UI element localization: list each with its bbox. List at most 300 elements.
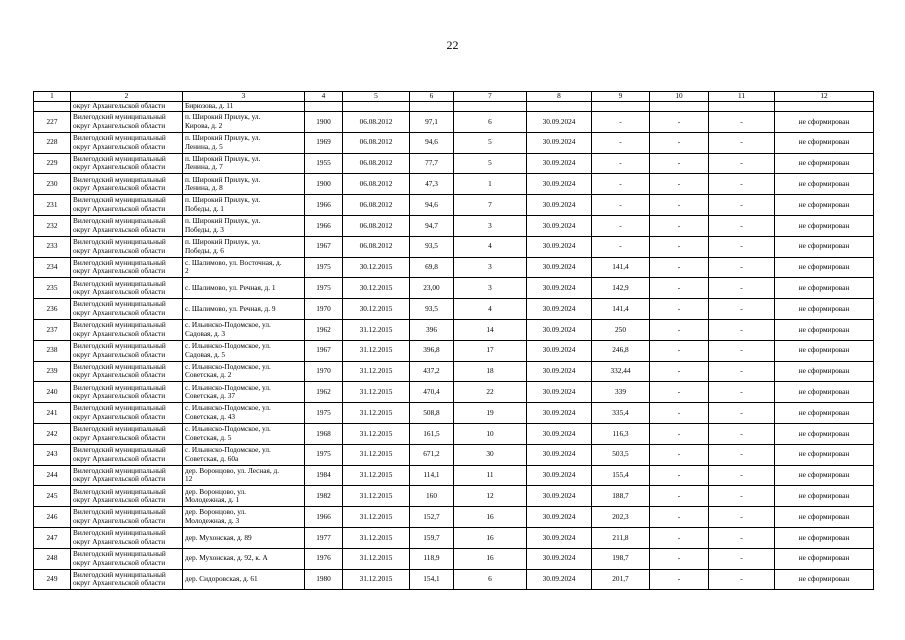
cell-date-2: 30.09.2024 [527, 465, 592, 486]
cell-number: 239 [34, 361, 71, 382]
cell-number: 235 [34, 278, 71, 299]
cell-address-line: с. Ильинско-Подомское, ул. [185, 361, 271, 371]
cell-col10: - [650, 257, 709, 278]
cell-status: не сформирован [775, 195, 874, 216]
cell-col9: - [592, 153, 650, 174]
cell-col9: 335,4 [592, 403, 650, 424]
cell-number: 248 [34, 548, 71, 569]
cell-municipality [71, 195, 183, 216]
cell-municipality [71, 153, 183, 174]
cell-municipality-line: Вилегодский муниципальный [73, 216, 166, 226]
cell-address [183, 132, 305, 153]
cell-date-2: 30.09.2024 [527, 215, 592, 236]
cell-address-line: Победы, д. 1 [185, 204, 224, 214]
cell-date: 31.12.2015 [343, 423, 410, 444]
table-row [34, 403, 874, 424]
cell-col10: - [650, 340, 709, 361]
table-row [34, 174, 874, 195]
cell-col11: - [709, 527, 775, 548]
cell-municipality [71, 444, 183, 465]
cell-municipality [71, 174, 183, 195]
cell-address [183, 195, 305, 216]
cell-year: 1962 [305, 319, 343, 340]
cell-residents: 16 [454, 527, 527, 548]
cell-municipality [71, 403, 183, 424]
cell-address-line: Советская, д. 37 [185, 391, 236, 401]
cell-status: не сформирован [775, 507, 874, 528]
cell-area: 118,9 [410, 548, 454, 569]
cell-municipality-line: Вилегодский муниципальный [73, 195, 166, 205]
cell-date: 31.12.2015 [343, 361, 410, 382]
cell-col9: 198,7 [592, 548, 650, 569]
column-number: 7 [454, 92, 527, 102]
cell-date: 31.12.2015 [343, 548, 410, 569]
cell-residents: 3 [454, 257, 527, 278]
cell-col10: - [650, 382, 709, 403]
cell-municipality-line: Вилегодский муниципальный [73, 569, 166, 579]
table-row [34, 465, 874, 486]
cell-number: 228 [34, 132, 71, 153]
cell-status: не сформирован [775, 465, 874, 486]
cell-empty [775, 102, 874, 112]
cell-address [183, 569, 305, 590]
cell-col10: - [650, 174, 709, 195]
cell-status: не сформирован [775, 340, 874, 361]
cell-address-line: Советская, д. 43 [185, 412, 236, 422]
cell-col10: - [650, 423, 709, 444]
cell-municipality-line: округ Архангельской области [73, 474, 166, 484]
cell-municipality-line: Вилегодский муниципальный [73, 320, 166, 330]
cell-area: 508,8 [410, 403, 454, 424]
cell-year: 1966 [305, 195, 343, 216]
cell-number: 233 [34, 236, 71, 257]
cell-col11: - [709, 403, 775, 424]
cell-residents: 19 [454, 403, 527, 424]
table-row [34, 548, 874, 569]
cell-status: не сформирован [775, 153, 874, 174]
cell-col11: - [709, 548, 775, 569]
cell-year: 1962 [305, 382, 343, 403]
cell-address-line: с. Ильинско-Подомское, ул. [185, 382, 271, 392]
cell-date: 31.12.2015 [343, 486, 410, 507]
cell-municipality-line: округ Архангельской области [73, 308, 166, 318]
cell-municipality-line: округ Архангельской области [73, 183, 166, 193]
cell-area: 94,6 [410, 132, 454, 153]
cell-area: 93,5 [410, 236, 454, 257]
cell-empty [343, 102, 410, 112]
cell-residents: 6 [454, 569, 527, 590]
column-number: 4 [305, 92, 343, 102]
cell-date: 30.12.2015 [343, 299, 410, 320]
cell-date: 30.12.2015 [343, 278, 410, 299]
cell-year: 1969 [305, 132, 343, 153]
cell-date-2: 30.09.2024 [527, 299, 592, 320]
cell-number: 236 [34, 299, 71, 320]
cell-col10: - [650, 548, 709, 569]
cell-date-2: 30.09.2024 [527, 195, 592, 216]
cell-status: не сформирован [775, 112, 874, 133]
cell-address-line: дер. Сидоровская, д. 61 [185, 574, 258, 584]
column-number: 8 [527, 92, 592, 102]
cell-municipality-line: Вилегодский муниципальный [73, 174, 166, 184]
table-row [34, 215, 874, 236]
cell-number [34, 102, 71, 112]
cell-municipality-line: округ Архангельской области [73, 516, 166, 526]
cell-status: не сформирован [775, 361, 874, 382]
cell-year: 1966 [305, 215, 343, 236]
cell-address [183, 486, 305, 507]
cell-residents: 10 [454, 423, 527, 444]
cell-address [183, 215, 305, 236]
cell-year: 1970 [305, 299, 343, 320]
cell-date: 06.08.2012 [343, 236, 410, 257]
cell-area: 161,5 [410, 423, 454, 444]
cell-address-line: Садовая, д. 3 [185, 328, 226, 338]
cell-number: 243 [34, 444, 71, 465]
cell-date: 06.08.2012 [343, 195, 410, 216]
table-row [34, 486, 874, 507]
cell-number: 247 [34, 527, 71, 548]
cell-municipality [71, 215, 183, 236]
cell-address-line: Кирова, д. 2 [185, 120, 223, 130]
cell-status: не сформирован [775, 236, 874, 257]
cell-col9: 142,9 [592, 278, 650, 299]
cell-year: 1967 [305, 340, 343, 361]
cell-year: 1967 [305, 236, 343, 257]
cell-address-line: Молодежная, д. 3 [185, 516, 240, 526]
table-row [34, 382, 874, 403]
cell-col11: - [709, 153, 775, 174]
cell-year: 1900 [305, 112, 343, 133]
cell-status: не сформирован [775, 257, 874, 278]
cell-col11: - [709, 361, 775, 382]
cell-area: 470,4 [410, 382, 454, 403]
cell-municipality-line: округ Архангельской области [73, 432, 166, 442]
cell-address-line: п. Широкий Прилук, ул. [185, 216, 261, 226]
cell-empty [709, 102, 775, 112]
cell-municipality-line: Вилегодский муниципальный [73, 486, 166, 496]
cell-municipality: округ Архангельской области [71, 102, 183, 112]
cell-date-2: 30.09.2024 [527, 486, 592, 507]
cell-area: 437,2 [410, 361, 454, 382]
table-body [34, 92, 874, 590]
cell-address-line: Победы, д. 6 [185, 245, 224, 255]
cell-municipality-line: Вилегодский муниципальный [73, 507, 166, 517]
cell-col11: - [709, 236, 775, 257]
cell-municipality [71, 132, 183, 153]
cell-municipality-line: округ Архангельской области [73, 578, 166, 588]
table-row [34, 527, 874, 548]
cell-col9: 250 [592, 319, 650, 340]
cell-date: 06.08.2012 [343, 215, 410, 236]
cell-number: 237 [34, 319, 71, 340]
cell-status: не сформирован [775, 278, 874, 299]
cell-empty [527, 102, 592, 112]
cell-status: не сформирован [775, 215, 874, 236]
table-row [34, 444, 874, 465]
cell-status: не сформирован [775, 382, 874, 403]
cell-col10: - [650, 236, 709, 257]
cell-address-line: Ленина, д. 8 [185, 183, 223, 193]
cell-address-line: Ленина, д. 7 [185, 162, 223, 172]
cell-col11: - [709, 319, 775, 340]
cell-number: 227 [34, 112, 71, 133]
cell-col10: - [650, 403, 709, 424]
cell-residents: 30 [454, 444, 527, 465]
cell-address-line: п. Широкий Прилук, ул. [185, 195, 261, 205]
cell-address [183, 278, 305, 299]
cell-municipality-line: Вилегодский муниципальный [73, 153, 166, 163]
cell-date-2: 30.09.2024 [527, 548, 592, 569]
cell-status: не сформирован [775, 403, 874, 424]
cell-municipality [71, 569, 183, 590]
cell-col10: - [650, 299, 709, 320]
cell-municipality-line: округ Архангельской области [73, 245, 166, 255]
cell-number: 231 [34, 195, 71, 216]
cell-municipality-line: Вилегодский муниципальный [73, 361, 166, 371]
cell-residents: 7 [454, 195, 527, 216]
cell-date-2: 30.09.2024 [527, 319, 592, 340]
cell-col9: - [592, 195, 650, 216]
cell-area: 93,5 [410, 299, 454, 320]
cell-address-line: дер. Воронцово, ул. Лесная, д. [185, 465, 280, 475]
cell-area: 396 [410, 319, 454, 340]
cell-col11: - [709, 444, 775, 465]
cell-col9: 503,5 [592, 444, 650, 465]
cell-area: 159,7 [410, 527, 454, 548]
cell-residents: 3 [454, 278, 527, 299]
cell-municipality-line: Вилегодский муниципальный [73, 133, 166, 143]
cell-municipality-line: Вилегодский муниципальный [73, 445, 166, 455]
cell-address-line: Советская, д. 5 [185, 432, 232, 442]
cell-date: 06.08.2012 [343, 153, 410, 174]
cell-date: 31.12.2015 [343, 319, 410, 340]
cell-year: 1955 [305, 153, 343, 174]
cell-year: 1975 [305, 403, 343, 424]
cell-address [183, 257, 305, 278]
cell-municipality [71, 361, 183, 382]
cell-address-line: Молодежная, д. 1 [185, 495, 240, 505]
cell-area: 97,1 [410, 112, 454, 133]
cell-address [183, 382, 305, 403]
cell-address-line: Ленина, д. 5 [185, 141, 223, 151]
cell-municipality-line: Вилегодский муниципальный [73, 257, 166, 267]
cell-municipality-line: Вилегодский муниципальный [73, 549, 166, 559]
cell-col11: - [709, 569, 775, 590]
cell-municipality-line: Вилегодский муниципальный [73, 424, 166, 434]
cell-municipality-line: округ Архангельской области [73, 349, 166, 359]
cell-address-line: 2 [185, 266, 189, 276]
cell-area: 396,8 [410, 340, 454, 361]
cell-empty [410, 102, 454, 112]
cell-area: 152,7 [410, 507, 454, 528]
cell-col11: - [709, 423, 775, 444]
column-number: 6 [410, 92, 454, 102]
cell-address-line: с. Шалимово, ул. Речная, д. 1 [185, 282, 276, 292]
cell-status: не сформирован [775, 444, 874, 465]
cell-date-2: 30.09.2024 [527, 153, 592, 174]
cell-area: 94,7 [410, 215, 454, 236]
cell-col10: - [650, 444, 709, 465]
cell-residents: 5 [454, 153, 527, 174]
cell-col10: - [650, 569, 709, 590]
cell-date-2: 30.09.2024 [527, 507, 592, 528]
cell-address-line: п. Широкий Прилук, ул. [185, 153, 261, 163]
cell-address-line: дер. Мухонская, д. 92, к. А [185, 553, 268, 563]
cell-col11: - [709, 174, 775, 195]
cell-address: Бирюзова, д. 11 [183, 102, 305, 112]
cell-municipality-line: округ Архангельской области [73, 120, 166, 130]
cell-municipality-line: округ Архангельской области [73, 453, 166, 463]
cell-date: 31.12.2015 [343, 403, 410, 424]
table-row [34, 299, 874, 320]
cell-number: 230 [34, 174, 71, 195]
cell-area: 671,2 [410, 444, 454, 465]
cell-col11: - [709, 195, 775, 216]
cell-address-line: дер. Мухонская, д. 89 [185, 532, 252, 542]
cell-area: 154,1 [410, 569, 454, 590]
cell-date: 31.12.2015 [343, 507, 410, 528]
cell-address-line: с. Шалимово, ул. Речная, д. 9 [185, 303, 276, 313]
cell-area: 77,7 [410, 153, 454, 174]
cell-col11: - [709, 465, 775, 486]
cell-date-2: 30.09.2024 [527, 236, 592, 257]
cell-date-2: 30.09.2024 [527, 527, 592, 548]
cell-municipality [71, 257, 183, 278]
column-number: 9 [592, 92, 650, 102]
cell-status: не сформирован [775, 548, 874, 569]
cell-col11: - [709, 299, 775, 320]
cell-residents: 5 [454, 132, 527, 153]
cell-year: 1976 [305, 548, 343, 569]
cell-municipality [71, 486, 183, 507]
table-row [34, 112, 874, 133]
cell-col11: - [709, 278, 775, 299]
cell-residents: 4 [454, 236, 527, 257]
cell-date: 31.12.2015 [343, 382, 410, 403]
cell-date: 06.08.2012 [343, 174, 410, 195]
cell-year: 1968 [305, 423, 343, 444]
table-row [34, 257, 874, 278]
cell-year: 1977 [305, 527, 343, 548]
cell-col9: 116,3 [592, 423, 650, 444]
cell-municipality-line: округ Архангельской области [73, 328, 166, 338]
cell-residents: 4 [454, 299, 527, 320]
cell-address [183, 403, 305, 424]
table-row [34, 195, 874, 216]
cell-date-2: 30.09.2024 [527, 444, 592, 465]
cell-col10: - [650, 132, 709, 153]
cell-address [183, 112, 305, 133]
cell-col10: - [650, 486, 709, 507]
cell-municipality-line: округ Архангельской области [73, 224, 166, 234]
cell-col11: - [709, 132, 775, 153]
registry-table [33, 91, 874, 590]
cell-year: 1982 [305, 486, 343, 507]
column-number: 11 [709, 92, 775, 102]
cell-col9: 141,4 [592, 299, 650, 320]
cell-municipality [71, 299, 183, 320]
cell-address-line: Советская, д. 60а [185, 453, 239, 463]
cell-col9: - [592, 112, 650, 133]
cell-municipality-line: Вилегодский муниципальный [73, 278, 166, 288]
cell-col9: 201,7 [592, 569, 650, 590]
cell-area: 47,3 [410, 174, 454, 195]
cell-area: 69,8 [410, 257, 454, 278]
cell-municipality [71, 319, 183, 340]
cell-year: 1984 [305, 465, 343, 486]
cell-residents: 12 [454, 486, 527, 507]
cell-date-2: 30.09.2024 [527, 112, 592, 133]
cell-col9: 188,7 [592, 486, 650, 507]
cell-residents: 1 [454, 174, 527, 195]
cell-address [183, 507, 305, 528]
cell-municipality [71, 236, 183, 257]
cell-address-line: п. Широкий Прилук, ул. [185, 174, 261, 184]
cell-status: не сформирован [775, 569, 874, 590]
cell-year: 1975 [305, 444, 343, 465]
cell-date-2: 30.09.2024 [527, 257, 592, 278]
cell-col11: - [709, 486, 775, 507]
cell-date: 06.08.2012 [343, 112, 410, 133]
cell-col9: 211,8 [592, 527, 650, 548]
table-row [34, 340, 874, 361]
cell-date-2: 30.09.2024 [527, 382, 592, 403]
cell-number: 245 [34, 486, 71, 507]
table-row [34, 319, 874, 340]
cell-municipality [71, 548, 183, 569]
cell-date-2: 30.09.2024 [527, 403, 592, 424]
cell-address [183, 299, 305, 320]
cell-empty [650, 102, 709, 112]
table-row [34, 278, 874, 299]
cell-col9: 202,3 [592, 507, 650, 528]
cell-municipality-line: Вилегодский муниципальный [73, 382, 166, 392]
cell-status: не сформирован [775, 527, 874, 548]
cell-municipality-line: округ Архангельской области [73, 391, 166, 401]
cell-date: 31.12.2015 [343, 340, 410, 361]
cell-status: не сформирован [775, 423, 874, 444]
cell-col10: - [650, 278, 709, 299]
cell-col9: 339 [592, 382, 650, 403]
cell-date: 31.12.2015 [343, 444, 410, 465]
cell-year: 1966 [305, 507, 343, 528]
cell-col9: 141,4 [592, 257, 650, 278]
cell-residents: 16 [454, 507, 527, 528]
cell-municipality-line: Вилегодский муниципальный [73, 112, 166, 122]
column-number: 1 [34, 92, 71, 102]
cell-address-line: с. Ильинско-Подомское, ул. [185, 341, 271, 351]
cell-col9: 246,8 [592, 340, 650, 361]
cell-col10: - [650, 112, 709, 133]
cell-status: не сформирован [775, 174, 874, 195]
cell-number: 229 [34, 153, 71, 174]
cell-date-2: 30.09.2024 [527, 174, 592, 195]
cell-municipality [71, 278, 183, 299]
cell-municipality [71, 382, 183, 403]
cell-date: 31.12.2015 [343, 527, 410, 548]
cell-municipality [71, 340, 183, 361]
cell-address-line: дер. Воронцово, ул. [185, 507, 247, 517]
column-number: 10 [650, 92, 709, 102]
cell-residents: 3 [454, 215, 527, 236]
cell-date-2: 30.09.2024 [527, 278, 592, 299]
cell-date-2: 30.09.2024 [527, 423, 592, 444]
cell-address-line: с. Шалимово, ул. Восточная, д. [185, 257, 282, 267]
table-row [34, 423, 874, 444]
cell-address-line: с. Ильинско-Подомское, ул. [185, 403, 271, 413]
cell-date: 30.12.2015 [343, 257, 410, 278]
